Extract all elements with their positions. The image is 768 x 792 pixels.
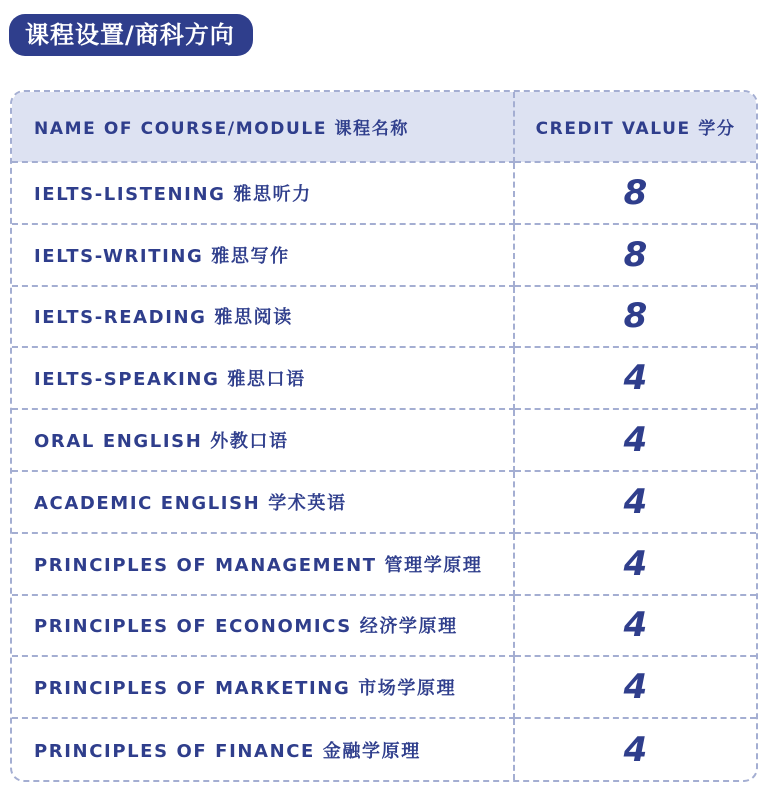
table-row [12, 656, 756, 718]
column-header-course: NAME OF COURSE/MODULE 课程名称 [12, 92, 514, 162]
course-name: PRINCIPLES OF MANAGEMENT 管理学原理 [12, 533, 514, 595]
table-row [12, 595, 756, 657]
table-row [12, 533, 756, 595]
course-name: ORAL ENGLISH 外教口语 [12, 409, 514, 471]
course-table-grid [12, 92, 756, 780]
table-row [12, 347, 756, 409]
table-header-row [12, 92, 756, 162]
course-name: PRINCIPLES OF FINANCE 金融学原理 [12, 718, 514, 780]
course-name: IELTS-SPEAKING 雅思口语 [12, 347, 514, 409]
credit-value: 4 [514, 533, 756, 595]
course-name: IELTS-READING 雅思阅读 [12, 286, 514, 348]
course-table [10, 90, 758, 782]
table-row [12, 471, 756, 533]
table-row [12, 409, 756, 471]
course-name: PRINCIPLES OF MARKETING 市场学原理 [12, 656, 514, 718]
column-header-credit: CREDIT VALUE 学分 [514, 92, 756, 162]
table-row [12, 286, 756, 348]
course-name: PRINCIPLES OF ECONOMICS 经济学原理 [12, 595, 514, 657]
credit-value: 8 [514, 224, 756, 286]
credit-value: 4 [514, 409, 756, 471]
course-name: ACADEMIC ENGLISH 学术英语 [12, 471, 514, 533]
credit-value: 8 [514, 286, 756, 348]
course-name: IELTS-LISTENING 雅思听力 [12, 162, 514, 224]
credit-value: 4 [514, 595, 756, 657]
credit-value: 4 [514, 656, 756, 718]
table-row [12, 718, 756, 780]
table-row [12, 162, 756, 224]
credit-value: 4 [623, 729, 648, 770]
section-title: 课程设置/商科方向 [9, 14, 253, 56]
credit-value: 4 [514, 471, 756, 533]
table-row [12, 224, 756, 286]
credit-value: 8 [514, 162, 756, 224]
course-name: IELTS-WRITING 雅思写作 [12, 224, 514, 286]
credit-value: 4 [514, 347, 756, 409]
